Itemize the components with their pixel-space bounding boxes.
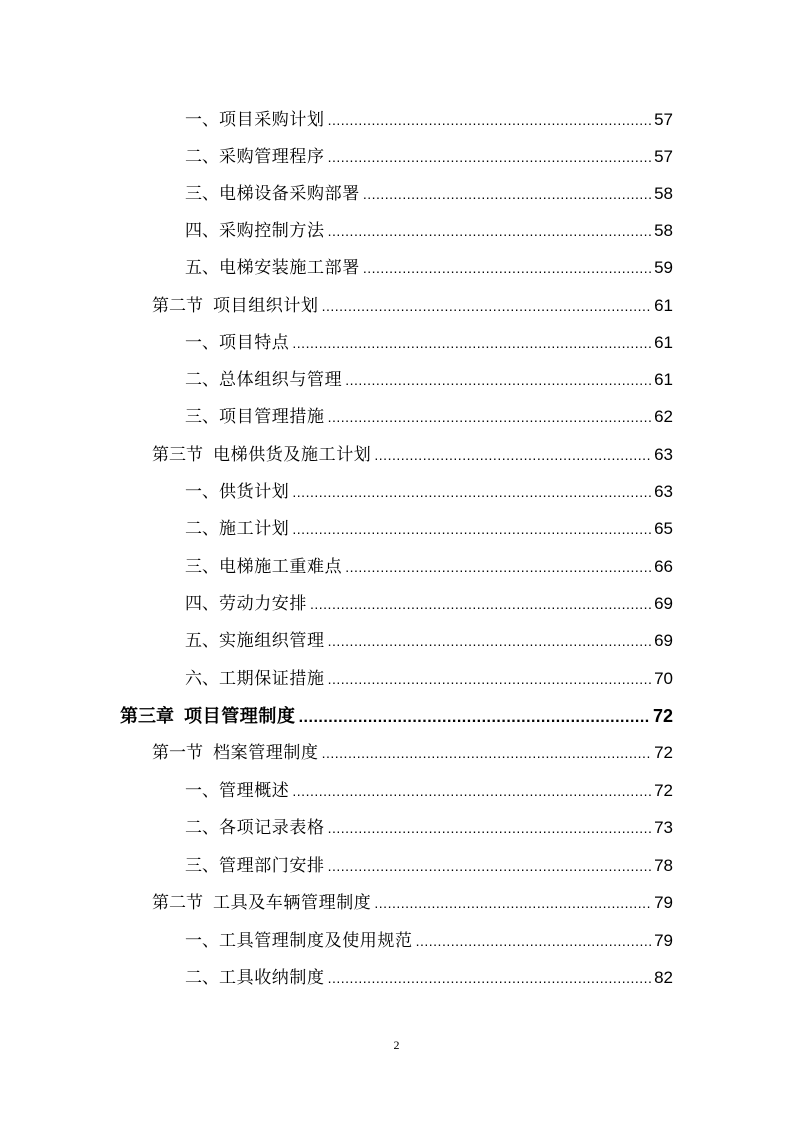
dot-leader — [345, 369, 651, 391]
dot-leader — [328, 817, 651, 839]
toc-entry[interactable] — [185, 146, 673, 168]
toc-title: 总体组织与管理 — [219, 370, 343, 390]
dot-leader — [328, 220, 651, 242]
dot-leader — [328, 855, 651, 877]
dot-leader — [292, 780, 651, 802]
toc-number: 第三节 — [152, 445, 203, 464]
toc-entry[interactable] — [152, 892, 673, 914]
toc-entry[interactable] — [120, 705, 673, 729]
dot-leader — [363, 183, 651, 205]
dot-leader — [345, 556, 651, 578]
dot-leader — [416, 930, 651, 952]
toc-title: 工具管理制度及使用规范 — [219, 931, 413, 951]
dot-leader — [328, 406, 651, 428]
toc-number: 第三章 — [120, 706, 174, 726]
dot-leader — [292, 518, 651, 540]
toc-page: 58 — [654, 184, 673, 203]
toc-title: 工具收纳制度 — [219, 968, 325, 988]
toc-number: 第一节 — [152, 743, 203, 762]
toc-entry[interactable] — [152, 295, 673, 317]
toc-title: 项目采购计划 — [219, 110, 325, 130]
toc-title: 电梯施工重难点 — [219, 557, 343, 577]
toc-title: 实施组织管理 — [219, 631, 325, 651]
toc-entry[interactable] — [185, 518, 673, 540]
toc-number: 二、 — [185, 818, 219, 837]
toc-title: 施工计划 — [219, 519, 290, 539]
toc-entry[interactable] — [185, 780, 673, 802]
toc-number: 三、 — [185, 557, 219, 576]
toc-number: 一、 — [185, 482, 219, 501]
page-footer-number: 2 — [393, 1038, 400, 1052]
toc-number: 二、 — [185, 370, 219, 389]
toc-number: 二、 — [185, 968, 219, 987]
toc-page: 61 — [654, 333, 673, 352]
toc-number: 一、 — [185, 333, 219, 352]
toc-page: 82 — [654, 968, 673, 987]
toc-page: 69 — [654, 594, 673, 613]
toc-number: 第二节 — [152, 893, 203, 912]
toc-number: 三、 — [185, 856, 219, 875]
toc-page: 66 — [654, 557, 673, 576]
toc-page: 57 — [654, 110, 673, 129]
toc-title: 管理部门安排 — [219, 856, 325, 876]
toc-page: 79 — [654, 893, 673, 912]
dot-leader — [292, 481, 651, 503]
toc-entry[interactable] — [185, 183, 673, 205]
dot-leader — [328, 668, 651, 690]
toc-page: 61 — [654, 296, 673, 315]
toc-page: 65 — [654, 519, 673, 538]
toc-title: 供货计划 — [219, 482, 290, 502]
dot-leader — [328, 630, 651, 652]
toc-entry[interactable] — [185, 668, 673, 690]
dot-leader — [328, 109, 651, 131]
toc-page: 63 — [654, 445, 673, 464]
toc-title: 电梯安装施工部署 — [219, 258, 360, 278]
toc-number: 一、 — [185, 781, 219, 800]
toc-page: 57 — [654, 147, 673, 166]
toc-title: 采购控制方法 — [219, 221, 325, 241]
dot-leader — [292, 332, 651, 354]
toc-entry[interactable] — [185, 109, 673, 131]
toc-number: 二、 — [185, 519, 219, 538]
toc-page: 72 — [654, 743, 673, 762]
toc-number: 四、 — [185, 221, 219, 240]
dot-leader — [299, 707, 650, 729]
toc-title: 各项记录表格 — [219, 818, 325, 838]
toc-page: 79 — [654, 931, 673, 950]
toc-number: 三、 — [185, 407, 219, 426]
dot-leader — [363, 257, 651, 279]
toc-entry[interactable] — [185, 369, 673, 391]
toc-page: 69 — [654, 631, 673, 650]
dot-leader — [374, 892, 651, 914]
toc-entry[interactable] — [185, 967, 673, 989]
toc-title: 管理概述 — [219, 781, 290, 801]
dot-leader — [328, 146, 651, 168]
toc-page: 72 — [652, 706, 673, 726]
toc-entry[interactable] — [185, 930, 673, 952]
toc-number: 第二节 — [152, 296, 203, 315]
toc-number: 五、 — [185, 258, 219, 277]
toc-entry[interactable] — [185, 406, 673, 428]
toc-number: 三、 — [185, 184, 219, 203]
toc-page: 70 — [654, 669, 673, 688]
toc-entry[interactable] — [185, 257, 673, 279]
dot-leader — [374, 444, 651, 466]
toc-title: 电梯供货及施工计划 — [213, 445, 372, 465]
toc-number: 二、 — [185, 147, 219, 166]
toc-entry[interactable] — [152, 444, 673, 466]
toc-entry[interactable] — [185, 817, 673, 839]
toc-entry[interactable] — [185, 630, 673, 652]
toc-title: 电梯设备采购部署 — [219, 184, 360, 204]
toc-title: 工具及车辆管理制度 — [213, 893, 372, 913]
toc-entry[interactable] — [185, 481, 673, 503]
toc-page: 63 — [654, 482, 673, 501]
toc-entry[interactable] — [152, 742, 673, 764]
toc-title: 劳动力安排 — [219, 594, 307, 614]
toc-entry[interactable] — [185, 332, 673, 354]
toc-page: 73 — [654, 818, 673, 837]
toc-page: 72 — [654, 781, 673, 800]
toc-page: 78 — [654, 856, 673, 875]
toc-number: 六、 — [185, 669, 219, 688]
toc-number: 五、 — [185, 631, 219, 650]
dot-leader — [310, 593, 651, 615]
toc-title: 档案管理制度 — [213, 743, 319, 763]
toc-page: 62 — [654, 407, 673, 426]
toc-entry[interactable] — [185, 220, 673, 242]
toc-number: 四、 — [185, 594, 219, 613]
toc-title: 项目特点 — [219, 333, 290, 353]
dot-leader — [322, 295, 651, 317]
toc-title: 项目管理制度 — [184, 706, 296, 727]
toc-title: 采购管理程序 — [219, 147, 325, 167]
toc-entry[interactable] — [185, 556, 673, 578]
dot-leader — [322, 742, 651, 764]
toc-page: 61 — [654, 370, 673, 389]
toc-title: 项目管理措施 — [219, 407, 325, 427]
toc-title: 项目组织计划 — [213, 296, 319, 316]
toc-number: 一、 — [185, 110, 219, 129]
toc-title: 工期保证措施 — [219, 669, 325, 689]
dot-leader — [328, 967, 651, 989]
toc-entry[interactable] — [185, 855, 673, 877]
toc-page: 59 — [654, 258, 673, 277]
toc-entry[interactable] — [185, 593, 673, 615]
toc-number: 一、 — [185, 931, 219, 950]
toc-page: 58 — [654, 221, 673, 240]
